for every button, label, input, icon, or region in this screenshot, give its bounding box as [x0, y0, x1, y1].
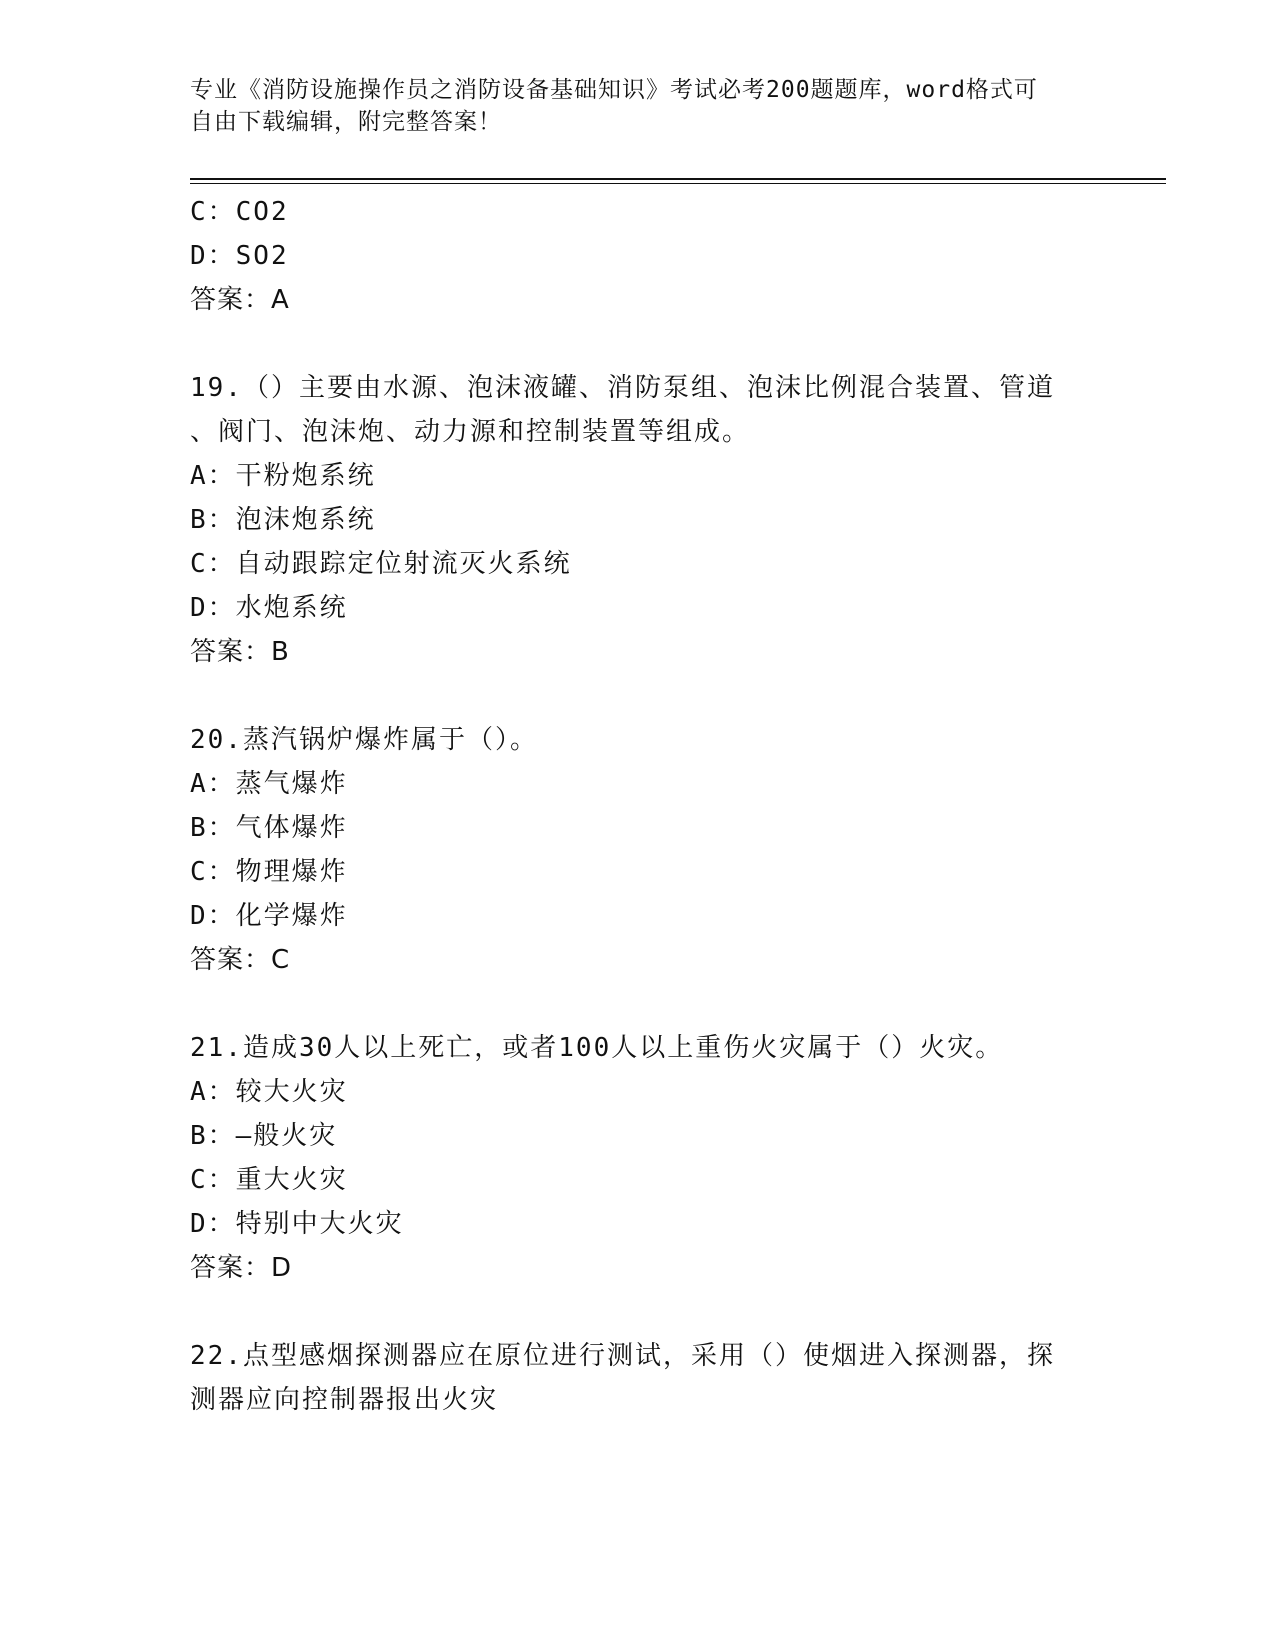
option-d: D：SO2 — [190, 241, 289, 271]
document-header — [190, 74, 1090, 138]
question-19-stem-line-1: 19.（）主要由水源、泡沫液罐、消防泵组、泡沫比例混合装置、管道 — [190, 373, 1055, 403]
answer-line: 答案：A — [190, 285, 290, 315]
question-21-option-b: B：—般火灾 — [190, 1121, 338, 1151]
header-rule-thick — [190, 178, 1166, 180]
question-20-option-d: D：化学爆炸 — [190, 901, 348, 931]
question-20-option-a: A：蒸气爆炸 — [190, 769, 348, 799]
question-21-option-d: D：特别中大火灾 — [190, 1209, 404, 1239]
question-21-option-c: C：重大火灾 — [190, 1165, 348, 1195]
question-19-stem-line-2: 、阀门、泡沫炮、动力源和控制装置等组成。 — [190, 417, 751, 447]
question-22-stem-line-1: 22.点型感烟探测器应在原位进行测试，采用（）使烟进入探测器，探 — [190, 1341, 1055, 1371]
question-19-option-b: B：泡沫炮系统 — [190, 505, 376, 535]
question-19-option-d: D：水炮系统 — [190, 593, 348, 623]
question-20-option-c: C：物理爆炸 — [190, 857, 348, 887]
question-22-stem-line-2: 测器应向控制器报出火灾 — [190, 1385, 499, 1415]
header-line-2: 自由下载编辑，附完整答案！ — [190, 109, 502, 135]
header-rule-thin — [190, 183, 1166, 184]
question-20-answer: 答案：C — [190, 945, 291, 975]
question-19-answer: 答案：B — [190, 637, 290, 667]
question-20-option-b: B：气体爆炸 — [190, 813, 348, 843]
question-19-option-a: A：干粉炮系统 — [190, 461, 376, 491]
option-c: C：CO2 — [190, 197, 289, 227]
question-21-answer: 答案：D — [190, 1253, 293, 1283]
question-20-stem: 20.蒸汽锅炉爆炸属于（）。 — [190, 725, 538, 755]
question-21-stem: 21.造成30人以上死亡，或者100人以上重伤火灾属于（）火灾。 — [190, 1033, 1004, 1063]
question-19-option-c: C：自动跟踪定位射流灭火系统 — [190, 549, 572, 579]
question-21-option-a: A：较大火灾 — [190, 1077, 348, 1107]
header-line-1: 专业《消防设施操作员之消防设备基础知识》考试必考200题题库，word格式可 — [190, 77, 1038, 103]
